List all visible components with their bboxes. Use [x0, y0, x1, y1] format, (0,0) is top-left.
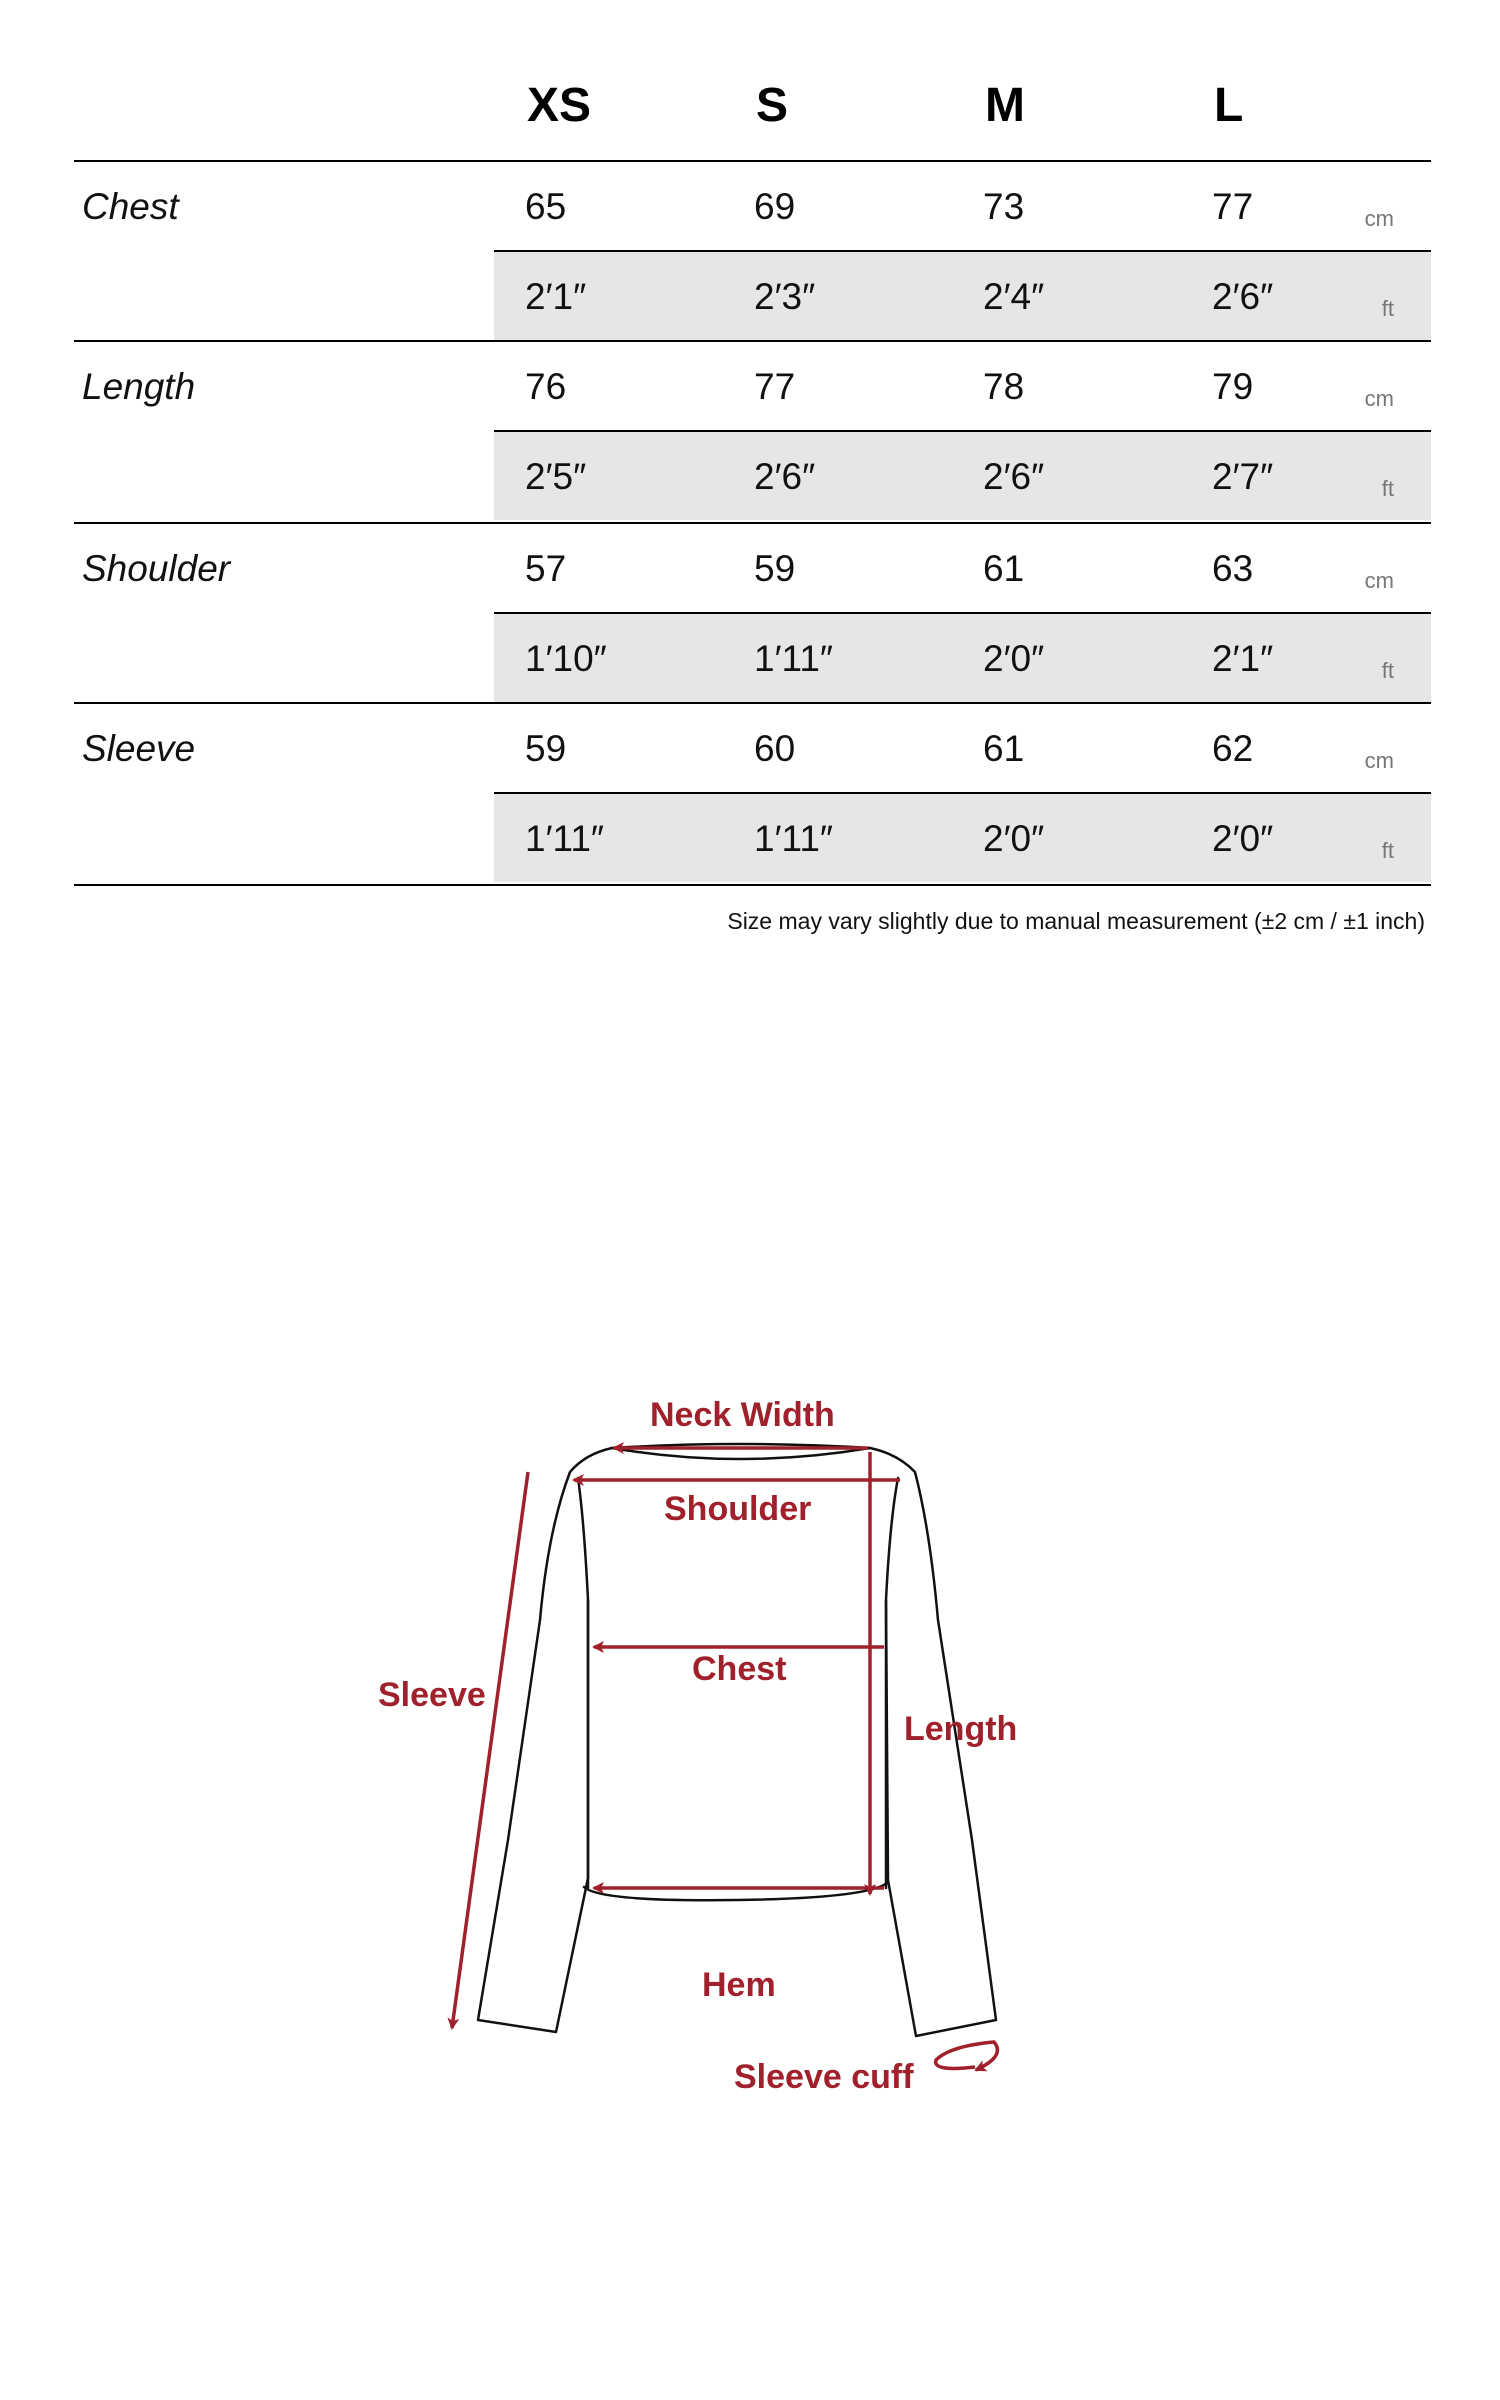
size-header-m: M — [985, 79, 1025, 132]
measurement-label-shoulder: Shoulder — [82, 548, 231, 589]
table-cell: 61 — [983, 548, 1025, 589]
row-divider — [494, 612, 1431, 614]
unit-cm: cm — [1364, 386, 1394, 411]
table-cell: 62 — [1212, 728, 1254, 769]
garment-measurement-diagram — [0, 1360, 1500, 2160]
size-chart-table — [74, 0, 1431, 960]
unit-cm: cm — [1364, 568, 1394, 593]
hem-outline — [584, 1882, 888, 1900]
table-cell: 2′0″ — [983, 638, 1045, 679]
size-header-s: S — [756, 79, 789, 132]
group-divider — [74, 522, 1431, 524]
size-header-l: L — [1214, 79, 1244, 132]
table-cell: 2′1″ — [525, 276, 587, 317]
table-cell: 1′11″ — [754, 638, 834, 679]
diagram-label-sleeve: Sleeve — [378, 1676, 486, 1714]
table-cell: 2′6″ — [1212, 276, 1274, 317]
table-cell: 2′7″ — [1212, 456, 1274, 497]
unit-ft: ft — [1381, 658, 1394, 683]
group-divider — [74, 160, 1431, 162]
diagram-label-neck-width: Neck Width — [650, 1396, 835, 1434]
table-cell: 2′4″ — [983, 276, 1045, 317]
table-cell: 2′0″ — [1212, 818, 1274, 859]
unit-ft: ft — [1381, 838, 1394, 863]
ft-row-background — [494, 794, 1431, 882]
unit-cm: cm — [1364, 206, 1394, 231]
ft-row-background — [494, 432, 1431, 520]
table-cell: 65 — [525, 186, 567, 227]
table-cell: 2′6″ — [754, 456, 816, 497]
table-cell: 77 — [1212, 186, 1254, 227]
unit-cm: cm — [1364, 748, 1394, 773]
table-bottom-border — [74, 884, 1431, 886]
measurement-note: Size may vary slightly due to manual measurement (±2 cm / ±1 inch) — [727, 908, 1425, 934]
table-cell: 1′11″ — [754, 818, 834, 859]
ft-row-background — [494, 252, 1431, 340]
measurement-label-chest: Chest — [82, 186, 179, 227]
unit-ft: ft — [1381, 296, 1394, 321]
table-cell: 2′1″ — [1212, 638, 1274, 679]
group-divider — [74, 702, 1431, 704]
table-cell: 60 — [754, 728, 796, 769]
diagram-label-hem: Hem — [702, 1966, 776, 2004]
table-cell: 2′6″ — [983, 456, 1045, 497]
table-cell: 79 — [1212, 366, 1254, 407]
unit-ft: ft — [1381, 476, 1394, 501]
table-cell: 76 — [525, 366, 567, 407]
table-cell: 61 — [983, 728, 1025, 769]
diagram-label-chest: Chest — [692, 1650, 787, 1688]
table-cell: 2′0″ — [983, 818, 1045, 859]
size-header-xs: XS — [527, 79, 592, 132]
measurement-label-sleeve: Sleeve — [82, 728, 196, 769]
ft-row-background — [494, 614, 1431, 702]
table-cell: 69 — [754, 186, 796, 227]
group-divider — [74, 340, 1431, 342]
row-divider — [494, 430, 1431, 432]
table-cell: 63 — [1212, 548, 1254, 589]
left-sleeve-outline — [478, 1448, 612, 2032]
table-cell: 57 — [525, 548, 567, 589]
row-divider — [494, 250, 1431, 252]
diagram-label-sleeve-cuff: Sleeve cuff — [734, 2058, 914, 2096]
table-cell: 78 — [983, 366, 1025, 407]
table-cell: 2′5″ — [525, 456, 587, 497]
table-cell: 2′3″ — [754, 276, 816, 317]
table-cell: 1′10″ — [525, 638, 607, 679]
garment-illustration — [0, 1360, 1500, 2160]
table-cell: 77 — [754, 366, 796, 407]
table-cell: 59 — [525, 728, 567, 769]
diagram-label-shoulder: Shoulder — [664, 1490, 812, 1528]
measurement-label-length: Length — [82, 366, 196, 407]
sleeve-cuff-arrow — [936, 2042, 998, 2070]
row-divider — [494, 792, 1431, 794]
table-cell: 59 — [754, 548, 796, 589]
table-cell: 1′11″ — [525, 818, 605, 859]
table-cell: 73 — [983, 186, 1025, 227]
diagram-label-length: Length — [904, 1710, 1018, 1748]
